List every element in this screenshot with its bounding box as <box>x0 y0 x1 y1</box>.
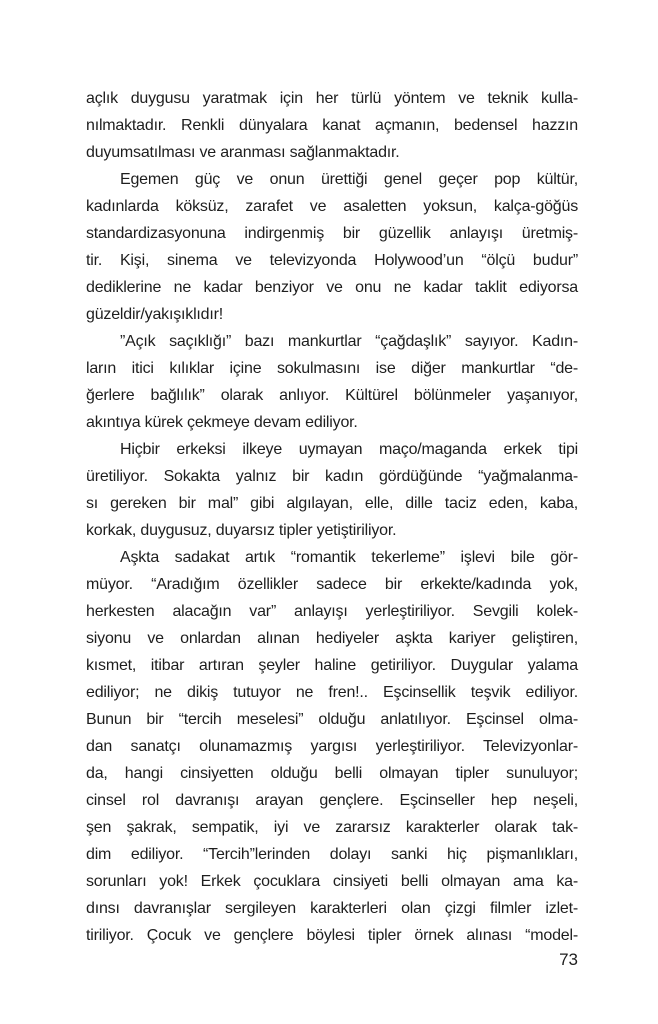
text-line: akıntıya kürek çekmeye devam ediliyor. <box>86 414 358 431</box>
text-line: Egemen güç ve onun ürettiği genel geçer pop kültür, <box>120 171 578 188</box>
text-line: dan sanatçı olunamazmış yargısı yerleştiriliyor. Televizyonlar- <box>86 738 578 755</box>
text-line: standardizasyonuna indirgenmiş bir güzellik anlayışı üretmiş- <box>86 225 578 242</box>
text-line: Aşkta sadakat artık “romantik tekerleme” işlevi bile gör- <box>120 549 578 566</box>
page-number: 73 <box>559 950 578 969</box>
text-line: ğerlere bağlılık” olarak anlıyor. Kültürel bölünmeler yaşanıyor, <box>86 387 578 404</box>
text-line: sorunları yok! Erkek çocuklara cinsiyeti belli olmayan ama ka- <box>86 873 578 890</box>
text-line: herkesten alacağın var” anlayışı yerleştiriliyor. Sevgili kolek- <box>86 603 578 620</box>
text-line: açlık duygusu yaratmak için her türlü yöntem ve teknik kulla- <box>86 90 578 107</box>
text-block <box>86 85 578 949</box>
paragraph <box>86 436 578 544</box>
paragraph <box>86 166 578 328</box>
text-line: üretiliyor. Sokakta yalnız bir kadın gördüğünde “yağmalanma- <box>86 468 578 485</box>
text-line: tiriliyor. Çocuk ve gençlere böylesi tipler örnek alınası “model- <box>86 927 578 944</box>
text-line: ların itici kılıklar içine sokulmasını ise diğer mankurtlar “de- <box>86 360 578 377</box>
text-line: müyor. “Aradığım özellikler sadece bir erkekte/kadında yok, <box>86 576 578 593</box>
text-line: cinsel rol davranışı arayan gençlere. Eşcinseller hep neşeli, <box>86 792 578 809</box>
text-line: dediklerine ne kadar benziyor ve onu ne kadar taklit ediyorsa <box>86 279 578 296</box>
text-line: Hiçbir erkeksi ilkeye uymayan maço/maganda erkek tipi <box>120 441 578 458</box>
paragraph <box>86 85 578 166</box>
text-line: kadınlarda köksüz, zarafet ve asaletten yoksun, kalça-göğüs <box>86 198 578 215</box>
text-line: dim ediliyor. “Tercih”lerinden dolayı sanki hiç pişmanlıkları, <box>86 846 578 863</box>
text-line: sı gereken bir mal” gibi algılayan, elle, dille taciz eden, kaba, <box>86 495 578 512</box>
paragraph <box>86 544 578 949</box>
text-line: nılmaktadır. Renkli dünyalara kanat açmanın, bedensel hazzın <box>86 117 578 134</box>
text-line: dınsı davranışlar sergileyen karakterleri olan çizgi filmler izlet- <box>86 900 578 917</box>
text-line: Bunun bir “tercih meselesi” olduğu anlatılıyor. Eşcinsel olma- <box>86 711 578 728</box>
text-line: şen şakrak, sempatik, iyi ve zararsız karakterler olarak tak- <box>86 819 578 836</box>
text-line: güzeldir/yakışıklıdır! <box>86 306 223 323</box>
text-line: duyumsatılması ve aranması sağlanmaktadır. <box>86 144 400 161</box>
text-line: korkak, duygusuz, duyarsız tipler yetiştiriliyor. <box>86 522 397 539</box>
text-line: ”Açık saçıklığı” bazı mankurtlar “çağdaşlık” sayıyor. Kadın- <box>120 333 578 350</box>
text-line: tir. Kişi, sinema ve televizyonda Holywood’un “ölçü budur” <box>86 252 578 269</box>
text-line: siyonu ve onlardan alınan hediyeler aşkta kariyer geliştiren, <box>86 630 578 647</box>
text-line: kısmet, itibar artıran şeyler haline getiriliyor. Duygular yalama <box>86 657 578 674</box>
text-line: ediliyor; ne dikiş tutuyor ne fren!.. Eşcinsellik teşvik ediliyor. <box>86 684 578 701</box>
text-line: da, hangi cinsiyetten olduğu belli olmayan tipler sunuluyor; <box>86 765 578 782</box>
paragraph <box>86 328 578 436</box>
